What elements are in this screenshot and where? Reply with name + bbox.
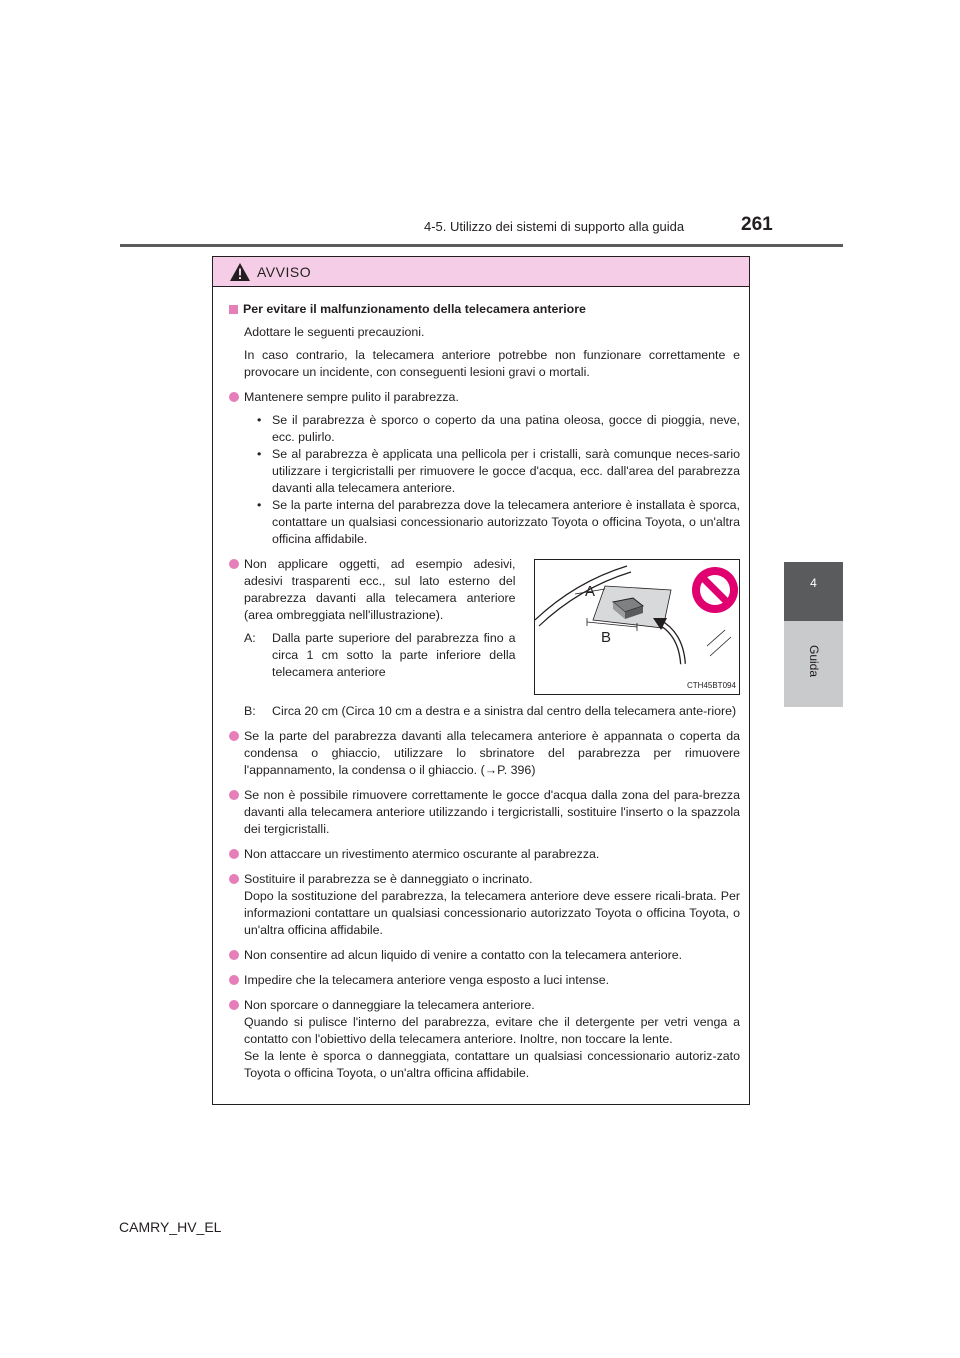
bullet-dot-icon (229, 559, 239, 569)
sub-list-item: • Se la parte interna del parabrezza dove la telecamera anteriore è installata è sporca, contattare un qualsiasi concessionario autorizzato Toyota o officina Toyota, o un'altra officina affidabile. (257, 498, 740, 546)
bullet-dot-icon (229, 731, 239, 741)
square-bullet-icon (229, 305, 238, 314)
intro-consequence: In caso contrario, la telecamera anteriore potrebbe non funzionare correttamente e provocare un incidente, con conseguenti lesioni gravi o mortali. (244, 348, 740, 379)
label-a-marker: A (585, 583, 596, 600)
list-item: Se non è possibile rimuovere correttamente le gocce d'acqua dalla zona del para-brezza davanti alla telecamera anteriore utilizzando i tergicristalli, sostituire l'inserto o la spazzola dei tergicristalli. (229, 787, 740, 838)
windshield-camera-illustration (534, 559, 740, 695)
label-a-item: A: Dalla parte superiore del parabrezza fino a circa 1 cm sotto la parte inferiore della telecamera anteriore (244, 631, 516, 679)
list-item: Sostituire il parabrezza se è danneggiato o incrinato. Dopo la sostituzione del parabrezza, la telecamera anteriore deve essere ricali-brata. Per informazioni contattare un qualsiasi concessionario autorizzato Toyota o officina Toyota, o un'altra officina affidabile. (229, 871, 740, 939)
bullet-dot-icon (229, 975, 239, 985)
page-number: 261 (741, 214, 773, 235)
intro-text: Adottare le seguenti precauzioni. (244, 325, 425, 339)
list-item: Non sporcare o danneggiare la telecamera anteriore. Quando si pulisce l'interno del parabrezza, evitare che il detergente per vetri venga a contatto con l'obiettivo della telecamera anteriore. Inoltre, non toccare la lente. Se la lente è sporca o danneggiata, contattare un qualsiasi concessionario autoriz-zato Toyota o officina Toyota, o un'altra officina affidabile. (229, 997, 740, 1082)
list-item: Se la parte del parabrezza davanti alla telecamera anteriore è appannata o coperta da condensa o ghiaccio, utilizzare lo sbrinatore del parabrezza per rimuovere l'appannamento, la condensa o il ghiaccio. (→P. 396) (229, 728, 740, 779)
chapter-tab (784, 562, 843, 621)
chapter-number: 4 (810, 576, 817, 590)
figure-code: CTH45BT094 (687, 681, 737, 690)
figure-row (229, 556, 740, 695)
warning-title: AVVISO (257, 263, 312, 280)
section-header: 4-5. Utilizzo dei sistemi di supporto alla guida (424, 219, 685, 234)
label-b-item: B: Circa 20 cm (Circa 10 cm a destra e a sinistra dal centro della telecamera ante-riore) (244, 704, 737, 718)
bullet-dot-icon (229, 790, 239, 800)
header-rule (120, 244, 843, 247)
list-item: Non consentire ad alcun liquido di venire a contatto con la telecamera anteriore. (229, 947, 740, 964)
list-item: Non applicare oggetti, ad esempio adesivi, adesivi trasparenti ecc., sul lato esterno del parabrezza davanti alla telecamera anteriore (area ombreggiata nell'illustrazione). (229, 556, 515, 624)
bullet-dot-icon (229, 392, 239, 402)
document-code: CAMRY_HV_EL (119, 1219, 222, 1235)
sub-list-item: • Se il parabrezza è sporco o coperto da una patina oleosa, gocce di pioggia, neve, ecc. pulirlo. (257, 413, 740, 444)
warning-body (213, 287, 749, 1082)
bullet-dot-icon (229, 1000, 239, 1010)
list-item: Non attaccare un rivestimento atermico oscurante al parabrezza. (229, 846, 740, 863)
bullet-dot-icon (229, 874, 239, 884)
list-item: Mantenere sempre pulito il parabrezza. (229, 389, 740, 406)
bullet-dot-icon (229, 849, 239, 859)
warning-heading (229, 301, 740, 318)
warning-header (213, 257, 749, 287)
figure-text (229, 556, 515, 695)
chapter-label: Guida (807, 645, 821, 678)
warning-box (212, 256, 750, 1105)
label-b-marker: B (601, 629, 612, 646)
warning-triangle-icon (229, 262, 251, 282)
bullet-dot-icon (229, 950, 239, 960)
sub-list-item: • Se al parabrezza è applicata una pellicola per i cristalli, sarà comunque neces-sario utilizzare i tergicristalli per rimuovere le gocce d'acqua, ecc. dall'area del parabrezza davanti alla telecamera anteriore. (257, 447, 740, 495)
warning-heading-text: Per evitare il malfunzionamento della telecamera anteriore (243, 302, 586, 316)
illustration-svg (535, 560, 741, 694)
list-item: Impedire che la telecamera anteriore venga esposto a luci intense. (229, 972, 740, 989)
